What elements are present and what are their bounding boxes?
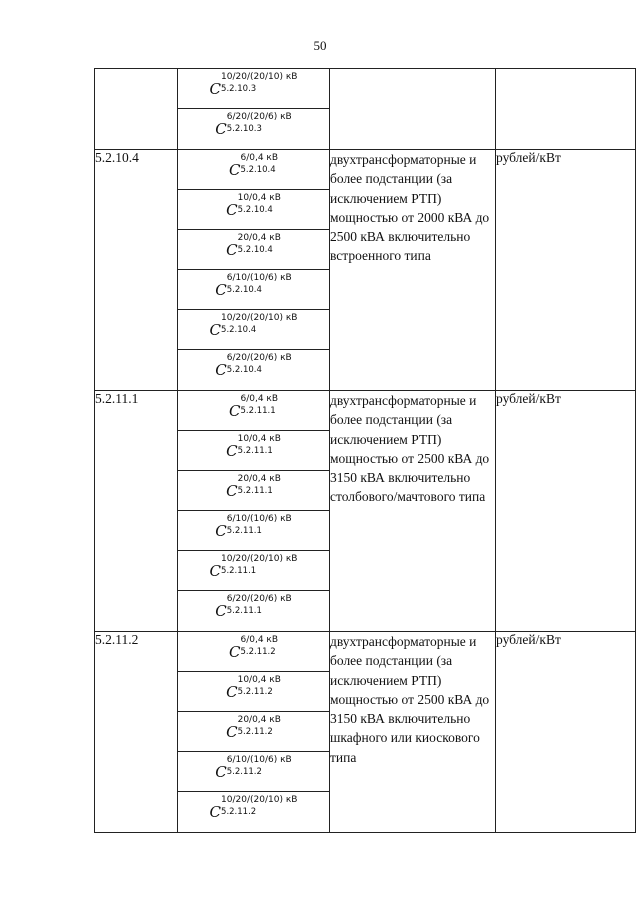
symbol-subscript: 5.2.11.1 [237,446,273,456]
table-row [95,632,636,833]
symbol-superscript: 20/0,4 кВ [237,233,281,243]
symbols-cell [178,632,330,833]
symbol-letter: C [215,281,227,299]
symbol-letter: C [215,763,227,781]
symbol-letter: C [215,120,227,138]
symbol-letter: C [226,201,238,219]
symbol-letter: C [215,361,227,379]
symbol-letter: C [226,683,238,701]
symbol-subscript: 5.2.10.4 [240,165,276,175]
row-unit: рублей/кВт [496,391,636,632]
table-row [95,391,636,632]
symbol-superscript: 20/0,4 кВ [237,715,281,725]
symbol-letter: C [209,321,222,339]
symbol-superscript: 6/0,4 кВ [240,394,279,404]
symbols-cell [178,69,330,150]
symbol-superscript: 6/10/(10/6) кВ [226,514,292,524]
symbol-superscript: 6/0,4 кВ [240,635,279,645]
row-unit [496,69,636,150]
symbol-superscript: 6/20/(20/6) кВ [226,112,292,122]
symbol-superscript: 6/0,4 кВ [240,153,279,163]
symbol-subscript: 5.2.10.4 [226,365,262,375]
symbol-superscript: 10/20/(20/10) кВ [221,795,298,805]
row-description [330,69,496,150]
symbol-entry [178,471,329,511]
symbol-letter: C [226,241,238,259]
symbol-letter: C [209,80,222,98]
symbol-subscript: 5.2.11.2 [237,727,273,737]
symbol-letter: C [209,562,222,580]
symbol-entry [178,591,329,631]
symbol-superscript: 6/10/(10/6) кВ [226,273,292,283]
symbol-entry [178,350,329,390]
row-description: двухтрансформаторные и более подстанции (за исключением РТП) мощностью от 2000 кВА до 2500 кВА включительно встроенного типа [330,150,496,391]
symbol-subscript: 5.2.11.1 [237,486,273,496]
table-row [95,69,636,150]
symbol-subscript: 5.2.11.1 [240,406,276,416]
symbol-subscript: 5.2.10.3 [221,84,257,94]
symbol-letter: C [226,723,238,741]
symbol-subscript: 5.2.10.3 [226,124,262,134]
symbol-entry [178,69,329,109]
symbol-subscript: 5.2.10.4 [221,325,257,335]
symbol-subscript: 5.2.10.4 [237,245,273,255]
row-unit: рублей/кВт [496,150,636,391]
symbol-superscript: 6/20/(20/6) кВ [226,594,292,604]
symbol-letter: C [226,482,238,500]
symbol-subscript: 5.2.10.4 [226,285,262,295]
symbol-superscript: 10/0,4 кВ [237,434,281,444]
row-description: двухтрансформаторные и более подстанции (за исключением РТП) мощностью от 2500 кВА до 3150 кВА включительно столбового/мачтового типа [330,391,496,632]
symbol-entry [178,752,329,792]
symbol-letter: C [215,522,227,540]
symbol-superscript: 10/20/(20/10) кВ [221,72,298,82]
symbol-letter: C [228,161,241,179]
symbol-subscript: 5.2.11.2 [221,807,257,817]
symbol-superscript: 10/20/(20/10) кВ [221,554,298,564]
symbol-letter: C [226,442,238,460]
symbol-entry [178,632,329,672]
symbol-subscript: 5.2.11.2 [226,767,262,777]
symbol-entry [178,712,329,752]
symbol-letter: C [228,402,241,420]
symbol-letter: C [209,803,222,821]
row-code: 5.2.10.4 [95,150,178,391]
symbol-subscript: 5.2.11.2 [237,687,273,697]
symbol-entry [178,511,329,551]
symbols-cell [178,150,330,391]
symbol-superscript: 10/0,4 кВ [237,675,281,685]
symbol-entry [178,150,329,190]
symbol-superscript: 6/10/(10/6) кВ [226,755,292,765]
row-code: 5.2.11.1 [95,391,178,632]
symbol-entry [178,792,329,832]
symbol-entry [178,230,329,270]
symbol-superscript: 20/0,4 кВ [237,474,281,484]
symbol-entry [178,109,329,149]
symbol-entry [178,551,329,591]
tariff-table [94,68,636,833]
symbol-subscript: 5.2.10.4 [237,205,273,215]
symbol-superscript: 10/20/(20/10) кВ [221,313,298,323]
symbols-cell [178,391,330,632]
symbol-entry [178,431,329,471]
symbol-entry [178,310,329,350]
symbol-letter: C [228,643,241,661]
symbol-letter: C [215,602,227,620]
symbol-superscript: 6/20/(20/6) кВ [226,353,292,363]
table-row [95,150,636,391]
symbol-superscript: 10/0,4 кВ [237,193,281,203]
row-code [95,69,178,150]
row-unit: рублей/кВт [496,632,636,833]
row-code: 5.2.11.2 [95,632,178,833]
symbol-subscript: 5.2.11.1 [226,526,262,536]
symbol-subscript: 5.2.11.1 [221,566,257,576]
symbol-entry [178,270,329,310]
symbol-entry [178,672,329,712]
symbol-entry [178,190,329,230]
symbol-subscript: 5.2.11.1 [226,606,262,616]
symbol-subscript: 5.2.11.2 [240,647,276,657]
symbol-entry [178,391,329,431]
row-description: двухтрансформаторные и более подстанции (за исключением РТП) мощностью от 2500 кВА до 3150 кВА включительно шкафного или киоскового типа [330,632,496,833]
page-number: 50 [313,38,327,53]
